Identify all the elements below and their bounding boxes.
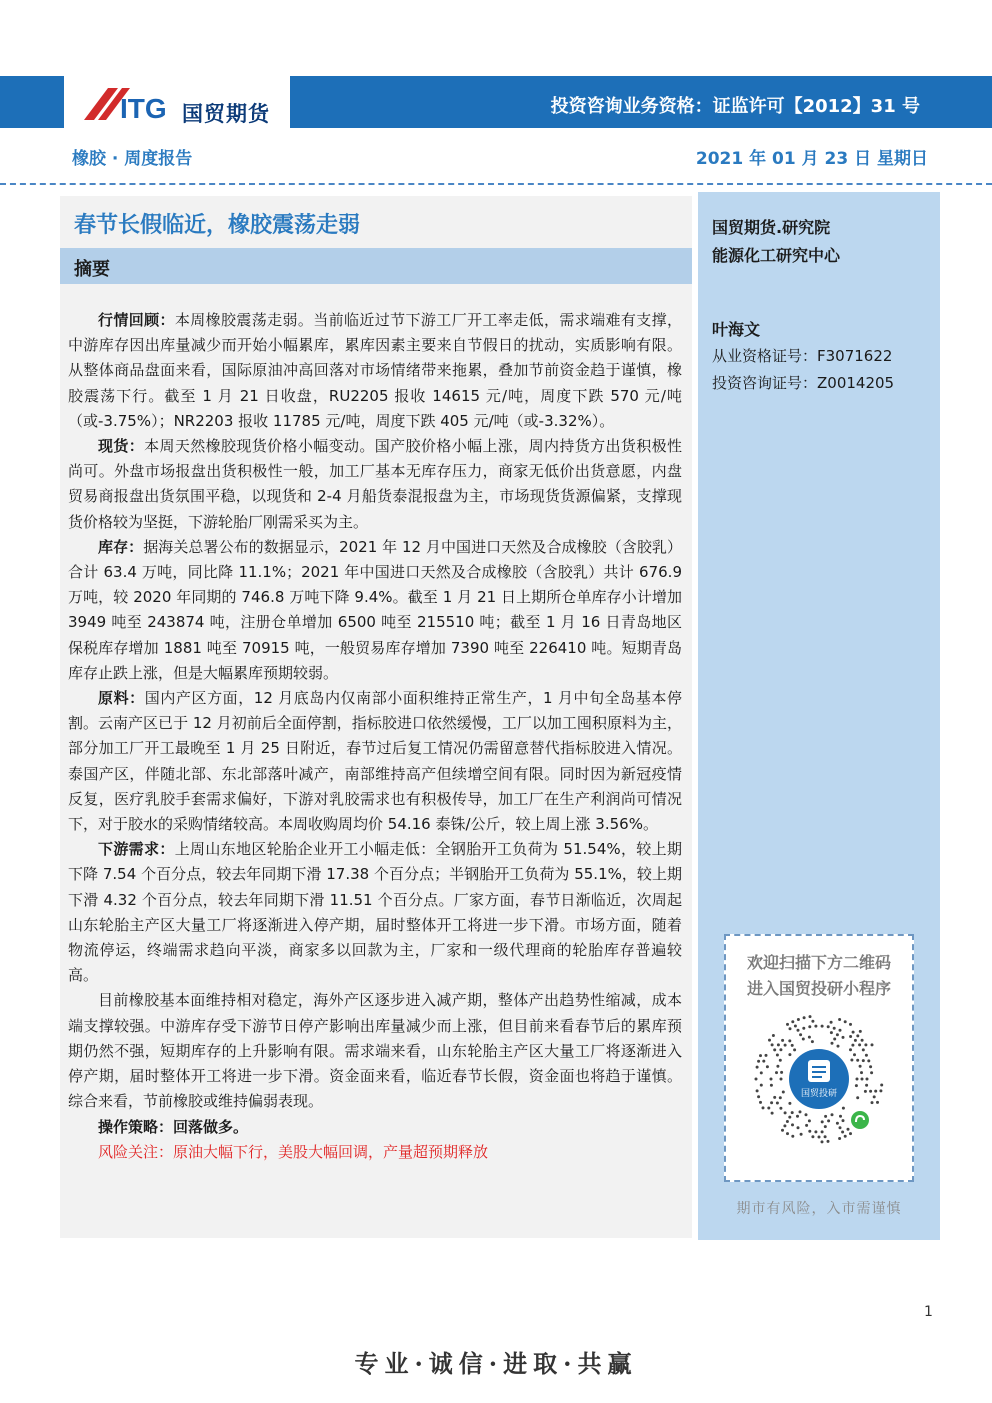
section-title: 摘要 (74, 259, 110, 280)
company-logo (64, 76, 290, 134)
paragraph-summary (68, 988, 682, 1114)
paragraph-text: 本周天然橡胶现货价格小幅变动。国产胶价格小幅上涨，周内持货方出货积极性尚可。外盘市场报盘出货积极性一般，加工厂基本无库存压力，商家无低价出货意愿，内盘贸易商报盘出货氛围平稳，以现货和 2-4 月船货泰混报盘为主，市场现货货源偏紧，支撑现货价格较为坚挺，下游轮胎厂刚需采买为主。 (68, 437, 682, 531)
paragraph-label: 下游需求： (98, 840, 175, 859)
abstract-section-bar (60, 248, 692, 284)
footer-slogan: 专业·诚信·进取·共赢 (354, 1349, 638, 1378)
advisory-cert: 投资咨询证号：Z0014205 (712, 374, 895, 392)
paragraph-label: 行情回顾： (98, 311, 175, 329)
logo-letters (120, 90, 180, 126)
abstract-body (68, 308, 682, 1165)
paragraph-text: 目前橡胶基本面维持相对稳定，海外产区逐步进入减产期，整体产出趋势性缩减，成本端支撑较强。中游库存受下游节日停产影响出库量减少而上涨，但目前来看春节后的累库预期仍然不强，短期库存的上升影响有限。需求端来看，山东轮胎主产区大量工厂将逐渐进入停产期，届时整体开工将进一步下滑。资金面来看，临近春节长假，资金面也将趋于谨慎。综合来看，节前橡胶或维持偏弱表现。 (68, 991, 682, 1111)
organization (712, 214, 840, 270)
main-column (60, 196, 692, 1238)
miniprogram-icon (849, 1109, 871, 1131)
svg-text:ITG: ITG (120, 93, 167, 124)
paragraph-label: 原料： (98, 689, 145, 708)
paragraph-text: 国内产区方面，12 月底岛内仅南部小面积维持正常生产，1 月中旬全岛基本停割。云南产区已于 12 月初前后全面停割，指标胶进口依然缓慢，工厂以加工囤积原料为主，部分加工厂开工最晚至 1 月 25 日附近，春节过后复工情况仍需留意替代指标胶进入情况。泰国产区，伴随北部、东北部落叶减产，南部维持高产但续增空间有限。同时因为新冠疫情反复，医疗乳胶手套需求偏好，下游对乳胶需求也有积极传导，加工厂在生产利润尚可情况下，对于胶水的采购情绪较高。本周收购周均价 54.16 泰铢/公斤，较上周上涨 3.56%。 (68, 689, 682, 834)
qr-code-icon[interactable] (752, 1012, 886, 1146)
qr-promo-box (724, 934, 914, 1182)
paragraph-text: 据海关总署公布的数据显示，2021 年 12 月中国进口天然及合成橡胶（含胶乳）合计 63.4 万吨，同比降 11.1%；2021 年中国进口天然及合成橡胶（含胶乳）共计 676.9 万吨，较 2020 年同期的 746.8 万吨下降 9.4%。截至 1 月 21 日上期所仓单库存小计增加 3949 吨至 243874 吨，注册仓单增加 6500 吨至 215510 吨；截至 1 月 16 日青岛地区保税库存增加 1881 吨至 70915 吨，一般贸易库存增加 7390 吨至 226410 吨。短期青岛库存止跌上涨，但是大幅累库预期较弱。 (68, 537, 682, 682)
risk-label: 风险关注： (98, 1142, 174, 1161)
strategy-text: 回落做多。 (173, 1117, 249, 1136)
paragraph-inventory (68, 535, 682, 686)
org-name: 国贸期货.研究院 (712, 218, 831, 237)
page-number: 1 (924, 1304, 933, 1320)
report-headline: 春节长假临近，橡胶震荡走弱 (74, 213, 361, 238)
paragraph-downstream (68, 837, 682, 988)
paragraph-spot (68, 434, 682, 535)
qr-caption (726, 950, 912, 1002)
report-type: 橡胶 · 周度报告 (72, 149, 193, 169)
author-info (712, 316, 894, 397)
risk-text: 原油大幅下行，美股大幅回调，产量超预期释放 (173, 1142, 489, 1161)
org-department: 能源化工研究中心 (712, 246, 841, 265)
author-name: 叶海文 (712, 320, 761, 339)
header-divider (0, 183, 992, 185)
paragraph-market-review (68, 308, 682, 434)
license-info: 投资咨询业务资格：证监许可【2012】31 号 (550, 96, 920, 117)
paragraph-text: 上周山东地区轮胎企业开工小幅走低：全钢胎开工负荷为 51.54%，较上期下降 7.54 个百分点，较去年同期下滑 17.38 个百分点；半钢胎开工负荷为 55.1%，较上期下滑 4.32 个百分点，较去年同期下滑 11.51 个百分点。厂家方面，春节日渐临近，次周起山东轮胎主产区大量工厂将逐渐进入停产期，届时整体开工将进一步下滑。市场方面，随着物流停运，终端需求趋向平淡，商家多以回款为主，厂家和一级代理商的轮胎库存普遍较高。 (68, 840, 682, 985)
logo-text: 国贸期货 (182, 102, 270, 126)
qualification-cert: 从业资格证号：F3071622 (712, 347, 893, 365)
strategy-line (68, 1115, 682, 1140)
paragraph-label: 现货： (98, 437, 145, 456)
strategy-label: 操作策略： (98, 1117, 174, 1136)
svg-text:国贸投研: 国贸投研 (800, 1089, 838, 1099)
report-date: 2021 年 01 月 23 日 星期日 (695, 149, 928, 169)
paragraph-raw-material (68, 686, 682, 837)
paragraph-label: 库存： (98, 537, 144, 556)
sidebar (698, 192, 940, 1240)
paragraph-text: 本周橡胶震荡走弱。当前临近过节下游工厂开工率走低，需求端难有支撑，中游库存因出库量减少而开始小幅累库，累库因素主要来自节假日的扰动，实质影响有限。从整体商品盘面来看，国际原油冲高回落对市场情绪带来拖累，叠加节前资金趋于谨慎，橡胶震荡下行。截至 1 月 21 日收盘，RU2205 报收 14615 元/吨，周度下跌 570 元/吨（或-3.75%）；NR2203 报收 11785 元/吨，周度下跌 405 元/吨（或-3.32%）。 (68, 311, 682, 430)
qr-caption-line: 欢迎扫描下方二维码 (746, 953, 891, 972)
qr-caption-line: 进入国贸投研小程序 (746, 979, 891, 998)
risk-disclaimer: 期市有风险，入市需谨慎 (736, 1201, 902, 1217)
risk-line (68, 1140, 682, 1165)
